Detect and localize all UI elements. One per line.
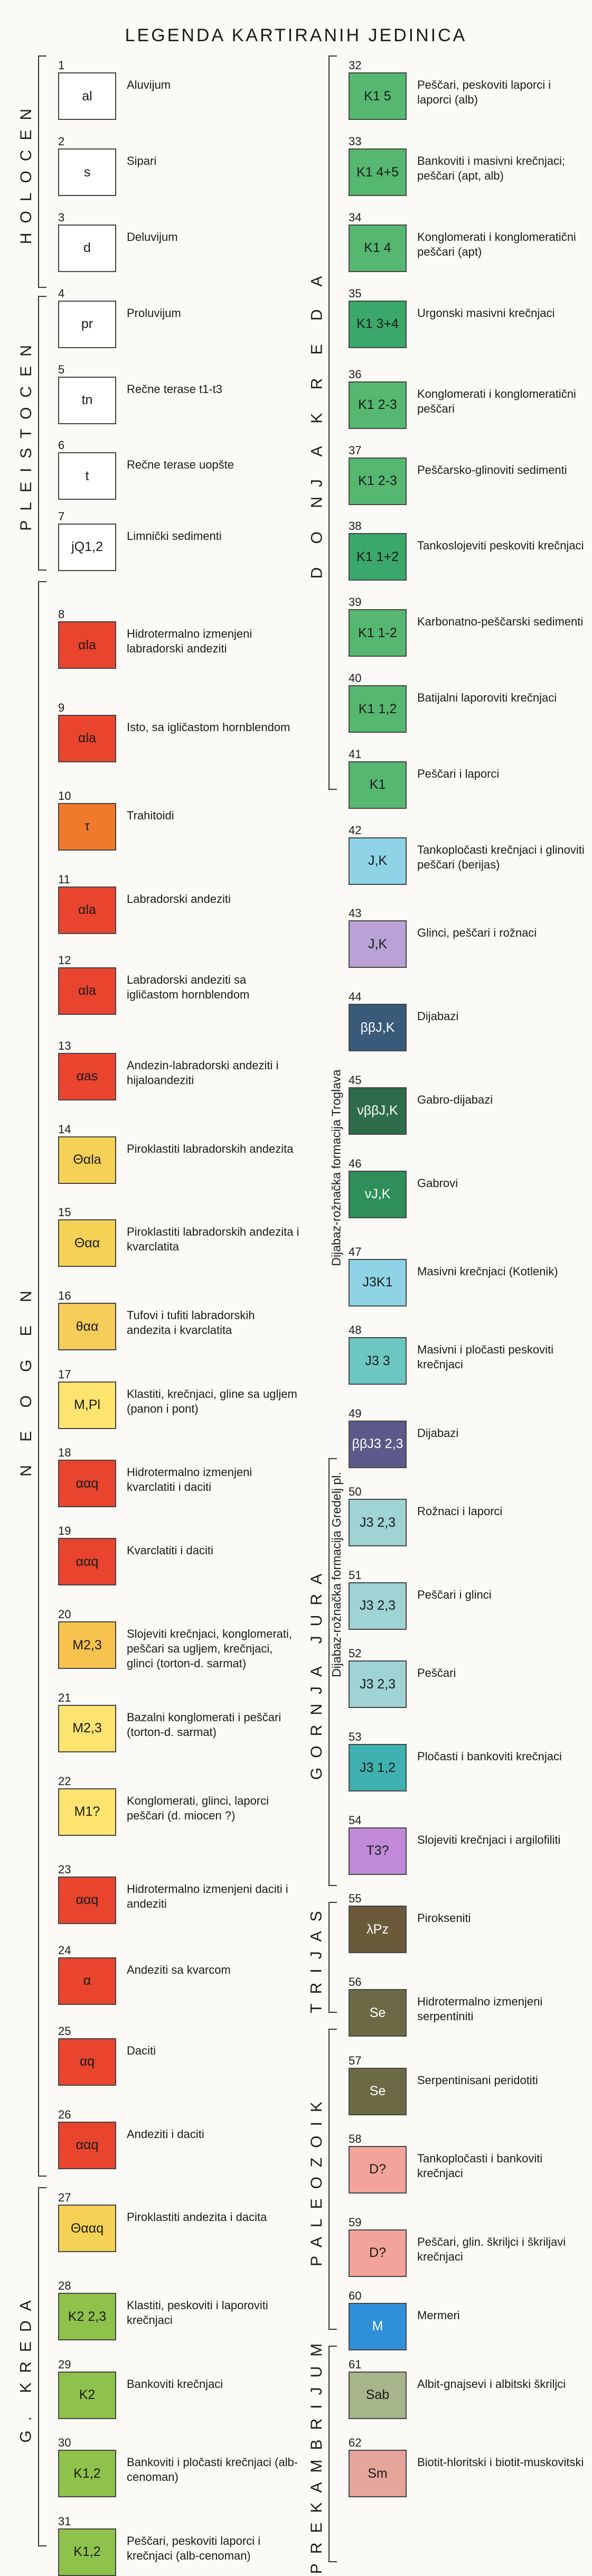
unit-swatch: pr [58,301,116,348]
period-bracket [328,1902,337,2013]
unit-swatch: νββJ,K [349,1087,407,1135]
unit-swatch: θαα [58,1303,116,1350]
unit-description: Konglomerati, glinci, laporci peščari (d. miocen ?) [127,1794,269,1822]
unit-swatch: νJ,K [349,1171,407,1218]
unit-description: Gabro-dijabazi [417,1093,493,1106]
period-label-neogen [11,581,42,2177]
unit-number: 37 [349,443,362,457]
unit-number: 26 [58,2107,71,2121]
unit-number: 57 [349,2054,362,2067]
unit-number: 13 [58,1039,71,1052]
period-bracket [38,296,46,571]
formation-text: Dijabaz-rožnačka formacija Troglava [329,1069,343,1266]
unit-number: 33 [349,135,362,148]
unit-description: Peščari [417,1666,456,1680]
unit-description: Peščarsko-glinoviti sedimenti [417,463,567,477]
unit-description: Batijalni laporoviti krečnjaci [417,691,557,705]
unit-description: Hidrotermalno izmenjeni serpentiniti [417,1995,543,2023]
period-bracket [328,2346,337,2562]
unit-description: Peščari, glin. škriljci i škriljavi krečnjaci [417,2235,566,2263]
unit-number: 1 [58,59,65,72]
unit-swatch: ββJ3 2,3 [349,1421,407,1468]
unit-description: Piroksenitі [417,1911,471,1925]
unit-description: Masivni i pločasti peskoviti krečnjaci [417,1343,553,1371]
unit-number: 32 [349,59,362,72]
unit-number: 48 [349,1323,362,1337]
period-text: TRIJAS [308,1901,326,2013]
unit-number: 39 [349,595,362,609]
unit-description: Tankoslojeviti peskoviti krečnjaci [417,539,584,553]
unit-swatch: D? [349,2229,407,2277]
unit-number: 55 [349,1892,362,1906]
period-text: GORNJA JURA [308,1564,325,1780]
unit-description: Piroklastiti andezita i dacita [127,2210,267,2224]
unit-swatch: αla [58,886,116,934]
unit-swatch: J,K [349,920,407,968]
unit-number: 50 [349,1485,362,1499]
unit-swatch: K1 1+2 [349,533,407,581]
unit-description: Albit-gnajsevi i albitski škriljci [417,2377,566,2391]
unit-number: 40 [349,671,362,685]
unit-description: Rožnaci i laporci [417,1505,503,1518]
period-text: HOLOCEN [17,99,35,245]
unit-number: 28 [58,2279,71,2293]
unit-description: Peščari i glinci [417,1588,492,1601]
unit-number: 6 [58,438,65,452]
unit-swatch: αla [58,715,116,762]
unit-swatch: M [349,2303,407,2350]
unit-number: 16 [58,1289,71,1303]
unit-number: 45 [349,1073,362,1087]
unit-number: 27 [58,2191,71,2205]
unit-swatch: J3 2,3 [349,1660,407,1708]
period-text: PLEISTOCEN [17,335,35,531]
unit-description: Kvarclatiti i daciti [127,1544,213,1557]
unit-swatch: K1 5 [349,72,407,120]
unit-swatch: J3 1,2 [349,1744,407,1791]
unit-swatch: T3? [349,1827,407,1875]
unit-number: 35 [349,286,362,300]
unit-number: 36 [349,367,362,381]
unit-number: 44 [349,990,362,1004]
unit-swatch: t [58,452,116,500]
unit-number: 53 [349,1730,362,1744]
unit-number: 17 [58,1367,71,1381]
unit-swatch: λPz [349,1906,407,1953]
unit-number: 59 [349,2215,362,2229]
period-bracket [38,55,46,288]
unit-swatch: K1 2-3 [349,458,407,505]
formation-text: Dijabaz-rožnačka formacija Gredelj pl. [329,1471,343,1677]
period-text: PREKAMBRIJUM [308,2334,326,2574]
unit-number: 5 [58,362,65,376]
unit-description: Tankopločasti krečnjaci i glinoviti peščari (berijas) [417,843,585,871]
unit-number: 38 [349,519,362,533]
unit-number: 18 [58,1446,71,1460]
unit-description: Slojeviti krečnjaci i argilofiliti [417,1833,561,1846]
unit-swatch: αla [58,621,116,669]
unit-number: 29 [58,2357,71,2371]
unit-swatch: J3 3 [349,1337,407,1385]
unit-description: Tufovi i tufiti labradorskih andezita i kvarclatita [127,1309,255,1337]
unit-swatch: ααq [58,2122,116,2169]
unit-description: Trahitoidi [127,808,174,822]
unit-number: 30 [58,2436,71,2450]
unit-description: Labradorski andeziti sa igličastom hornblendom [127,973,250,1001]
unit-description: Sipari [127,154,157,168]
unit-description: Serpentinisani peridotiti [417,2073,538,2087]
unit-swatch: K1 2-3 [349,381,407,429]
period-bracket [328,55,337,790]
period-bracket [38,2187,46,2546]
unit-description: Bankoviti i pločasti krečnjaci (alb-cenoman) [127,2456,298,2484]
unit-description: Peščari, peskoviti laporci i krečnjaci (alb-cenoman) [127,2534,261,2562]
unit-swatch: ααq [58,1538,116,1585]
unit-swatch: αq [58,2038,116,2086]
unit-swatch: Θααq [58,2205,116,2252]
unit-description: Bazalni konglomerati i peščari (torton-d. sarmat) [127,1710,281,1739]
unit-number: 58 [349,2132,362,2145]
unit-description: Pločasti i bankoviti krečnjaci [417,1750,562,1763]
unit-number: 9 [58,701,65,714]
unit-description: Proluvijum [127,306,181,320]
unit-swatch: ααq [58,1877,116,1924]
unit-swatch: K1,2 [58,2450,116,2497]
unit-description: Slojeviti krečnjaci, konglomerati, peščari sa ugljem, krečnjaci, glinci (torton-d. sarmat) [127,1627,293,1670]
unit-swatch: M,Pl [58,1382,116,1429]
unit-swatch: K2 [58,2372,116,2419]
unit-number: 24 [58,1943,71,1957]
unit-number: 47 [349,1245,362,1258]
unit-swatch: J3 2,3 [349,1582,407,1630]
unit-number: 61 [349,2357,362,2371]
unit-description: Klastiti, peskoviti i laporoviti krečnjaci [127,2299,268,2327]
unit-swatch: ββJ,K [349,1004,407,1051]
unit-swatch: K1 1,2 [349,685,407,733]
unit-description: Tankopločasti i bankoviti krečnjaci [417,2151,543,2180]
period-label-d_kreda [301,55,333,790]
period-text: N E O G E N [17,1281,35,1477]
unit-swatch: Se [349,1989,407,2037]
unit-number: 19 [58,1524,71,1538]
unit-number: 8 [58,608,65,621]
unit-swatch: d [58,225,116,272]
unit-description: Hidrotermalno izmenjeni labradorski andeziti [127,627,252,656]
unit-swatch: K1,2 [58,2528,116,2576]
unit-swatch: K1 4 [349,225,407,272]
unit-number: 4 [58,286,65,300]
unit-description: Rečne terase t1-t3 [127,382,222,396]
unit-description: Mermeri [417,2308,460,2322]
unit-swatch: M2,3 [58,1705,116,1752]
unit-description: Karbonatno-peščarski sedimenti [417,615,584,629]
unit-description: Andeziti sa kvarcom [127,1963,231,1976]
unit-swatch: s [58,148,116,196]
period-bracket [38,581,46,2177]
unit-description: Labradorski andeziti [127,892,231,906]
unit-swatch: J3 2,3 [349,1499,407,1546]
unit-swatch: K1 1-2 [349,609,407,657]
unit-swatch: Θαα [58,1219,116,1267]
unit-swatch: K1 4+5 [349,148,407,196]
unit-number: 21 [58,1691,71,1704]
unit-description: Dijabazi [417,1426,459,1440]
unit-description: Andezin-labradorski andeziti i hijaloandeziti [127,1058,279,1087]
unit-description: Andeziti i daciti [127,2127,204,2141]
unit-swatch: τ [58,803,116,851]
unit-number: 20 [58,1608,71,1621]
unit-swatch: Sm [349,2450,407,2497]
unit-number: 56 [349,1975,362,1989]
unit-description: Konglomerati i konglomeratični peščari [417,387,576,415]
unit-description: Hidrotermalno izmenjeni kvarclatiti i daciti [127,1466,252,1494]
period-label-paleozoik [301,2029,333,2330]
unit-number: 34 [349,210,362,224]
period-label-pleistocen [11,296,42,571]
unit-number: 12 [58,953,71,967]
period-text: PALEOZOIK [308,2092,326,2266]
unit-description: Bankoviti i masivni krečnjaci; peščari (apt, alb) [417,154,565,183]
unit-swatch: J3K1 [349,1259,407,1306]
unit-number: 14 [58,1122,71,1136]
unit-description: Peščari i laporci [417,767,500,780]
unit-description: Gabrovi [417,1176,458,1190]
period-text: G. KREDA [17,2291,35,2443]
period-label-prekambrijum [301,2334,333,2574]
unit-description: Bankoviti krečnjaci [127,2377,223,2391]
formation-label-gredelj [328,1426,344,1722]
unit-swatch: Sab [349,2372,407,2419]
unit-description: Glinci, peščari i rožnaci [417,926,537,940]
unit-swatch: K1 3+4 [349,301,407,348]
unit-number: 25 [58,2024,71,2038]
unit-number: 3 [58,210,65,224]
unit-description: Limnički sedimenti [127,529,222,543]
period-label-g_jura [301,1458,333,1886]
unit-swatch: al [58,72,116,120]
unit-swatch: Θαla [58,1136,116,1184]
unit-swatch: αas [58,1053,116,1100]
unit-number: 2 [58,135,65,148]
unit-number: 54 [349,1813,362,1827]
unit-number: 41 [349,747,362,761]
unit-swatch: ααq [58,1460,116,1507]
unit-description: Biotit-hloritski i biotit-muskovitski [417,2456,584,2469]
unit-swatch: jQ1,2 [58,524,116,571]
period-label-g_kreda [11,2187,42,2546]
unit-number: 23 [58,1862,71,1876]
unit-number: 7 [58,509,65,523]
unit-swatch: Se [349,2068,407,2115]
unit-swatch: M1? [58,1788,116,1836]
unit-description: Isto, sa igličastom hornblendom [127,720,290,734]
unit-swatch: K1 [349,761,407,809]
unit-number: 46 [349,1156,362,1170]
period-label-holocen [11,55,42,288]
unit-number: 10 [58,789,71,802]
unit-description: Dijabazi [417,1010,459,1023]
unit-description: Konglomerati i konglomeratični peščari (apt) [417,230,576,258]
unit-swatch: J,K [349,837,407,885]
unit-swatch: αla [58,967,116,1015]
legend-title: LEGENDA KARTIRANIH JEDINICA [125,25,467,45]
unit-number: 31 [58,2514,71,2528]
unit-number: 62 [349,2436,362,2450]
unit-description: Klastiti, krečnjaci, gline sa ugljem (panon i pont) [127,1387,297,1415]
unit-number: 15 [58,1206,71,1219]
unit-description: Peščari, peskoviti laporci i laporci (alb) [417,78,551,107]
unit-number: 11 [58,872,70,886]
unit-description: Hidrotermalno izmenjeni daciti i andeziti [127,1882,288,1910]
unit-swatch: K2 2,3 [58,2293,116,2340]
unit-swatch: α [58,1957,116,2005]
period-bracket [328,2029,337,2330]
unit-description: Daciti [127,2043,156,2057]
period-label-trijas [301,1902,333,2013]
formation-label-troglava [328,998,344,1337]
unit-number: 60 [349,2289,362,2302]
unit-number: 49 [349,1406,362,1420]
unit-number: 43 [349,907,362,920]
unit-description: Rečne terase uopšte [127,458,234,472]
unit-swatch: tn [58,377,116,424]
unit-description: Deluvijum [127,230,178,244]
unit-description: Piroklastiti labradorskih andezita [127,1142,294,1155]
unit-description: Piroklastiti labradorskih andezita i kvarclatita [127,1225,299,1254]
unit-number: 42 [349,823,362,837]
unit-number: 52 [349,1647,362,1660]
unit-swatch: M2,3 [58,1621,116,1669]
period-text: D O NJ A K R E D A [308,266,325,579]
unit-description: Masivni krečnjaci (Kotlenik) [417,1264,558,1278]
unit-number: 51 [349,1568,362,1582]
unit-description: Aluvijum [127,78,171,92]
unit-swatch: D? [349,2146,407,2194]
unit-description: Urgonski masivni krečnjaci [417,306,555,320]
unit-number: 22 [58,1774,71,1788]
